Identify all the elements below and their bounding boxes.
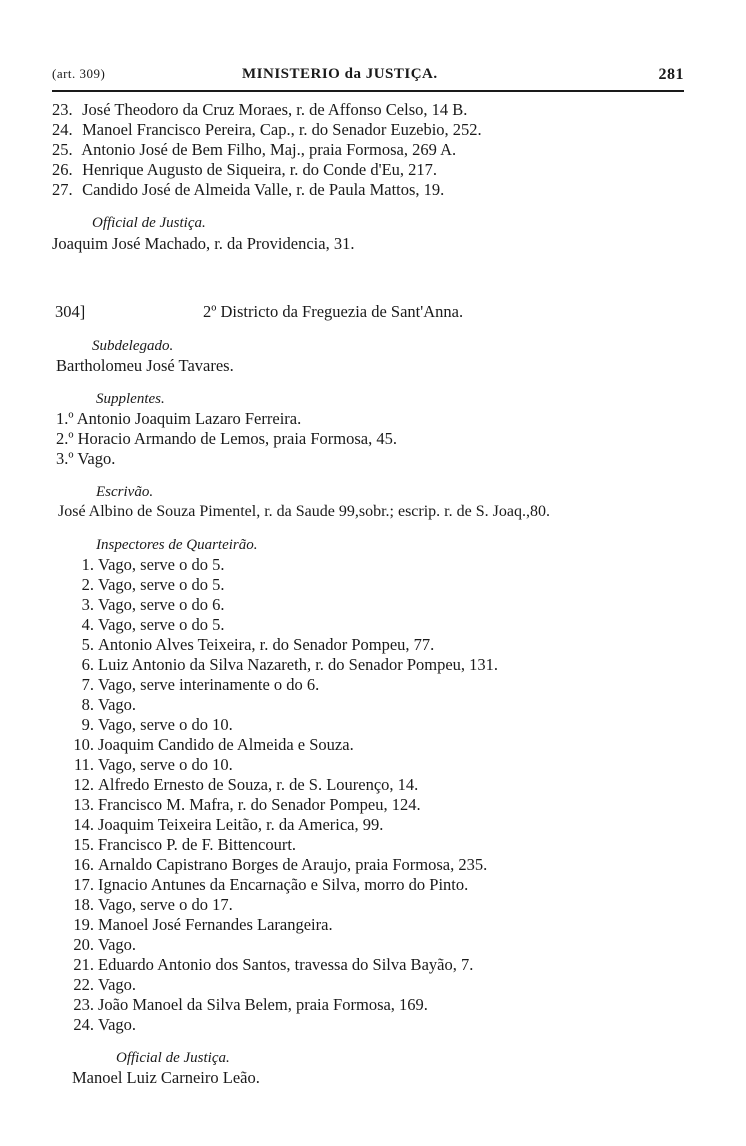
list-item: 3.º Vago.	[56, 449, 116, 468]
list-item: 21. Eduardo Antonio dos Santos, travessa do Silva Bayão, 7.	[73, 955, 474, 974]
list-item: 1. Vago, serve o do 5.	[81, 555, 225, 574]
escrivao-heading: Escrivão.	[96, 484, 154, 500]
list-item: 8. Vago.	[81, 695, 137, 714]
page-header	[52, 66, 684, 88]
list-item: 4. Vago, serve o do 5.	[81, 615, 225, 634]
list-item: 17. Ignacio Antunes da Encarnação e Silva, morro do Pinto.	[73, 875, 469, 894]
list-item: 14. Joaquim Teixeira Leitão, r. da America, 99.	[73, 815, 384, 834]
list-item: 24. Manoel Francisco Pereira, Cap., r. do Senador Euzebio, 252.	[52, 120, 482, 139]
list-item: 18. Vago, serve o do 17.	[73, 895, 233, 914]
page-number: 281	[658, 66, 684, 83]
list-item: 11. Vago, serve o do 10.	[73, 755, 233, 774]
list-item: 13. Francisco M. Mafra, r. do Senador Pompeu, 124.	[73, 795, 421, 814]
list-item: 20. Vago.	[73, 935, 137, 954]
list-item: 15. Francisco P. de F. Bittencourt.	[73, 835, 297, 854]
official-name: Joaquim José Machado, r. da Providencia, 31.	[52, 234, 355, 253]
subdelegado-name: Bartholomeu José Tavares.	[56, 356, 234, 375]
section-number: 304]	[55, 302, 86, 321]
supplentes-heading: Supplentes.	[96, 391, 165, 407]
list-item: 19. Manoel José Fernandes Larangeira.	[73, 915, 333, 934]
list-item: 24. Vago.	[73, 1015, 137, 1034]
list-item: 3. Vago, serve o do 6.	[81, 595, 225, 614]
official-heading: Official de Justiça.	[116, 1050, 230, 1066]
list-item: 26. Henrique Augusto de Siqueira, r. do Conde d'Eu, 217.	[52, 160, 438, 179]
list-item: 27. Candido José de Almeida Valle, r. de Paula Mattos, 19.	[52, 180, 445, 199]
list-item: 5. Antonio Alves Teixeira, r. do Senador Pompeu, 77.	[81, 635, 435, 654]
list-item: 7. Vago, serve interinamente o do 6.	[81, 675, 320, 694]
inspectores-heading: Inspectores de Quarteirão.	[96, 537, 258, 553]
list-item: 23. João Manoel da Silva Belem, praia Formosa, 169.	[73, 995, 428, 1014]
list-item: 12. Alfredo Ernesto de Souza, r. de S. Lourenço, 14.	[73, 775, 419, 794]
escrivao-name: José Albino de Souza Pimentel, r. da Saude 99,sobr.; escrip. r. de S. Joaq.,80.	[58, 503, 550, 520]
subdelegado-heading: Subdelegado.	[92, 338, 174, 354]
list-item: 6. Luiz Antonio da Silva Nazareth, r. do Senador Pompeu, 131.	[81, 655, 499, 674]
list-item: 25. Antonio José de Bem Filho, Maj., praia Formosa, 269 A.	[52, 140, 457, 159]
list-item: 16. Arnaldo Capistrano Borges de Araujo, praia Formosa, 235.	[73, 855, 488, 874]
list-item: 2.º Horacio Armando de Lemos, praia Formosa, 45.	[56, 429, 398, 448]
list-item: 9. Vago, serve o do 10.	[81, 715, 233, 734]
official-name: Manoel Luiz Carneiro Leão.	[72, 1068, 260, 1087]
list-item: 1.º Antonio Joaquim Lazaro Ferreira.	[56, 409, 302, 428]
header-title: MINISTERIO da JUSTIÇA.	[242, 66, 438, 82]
official-heading: Official de Justiça.	[92, 215, 206, 231]
list-item: 10. Joaquim Candido de Almeida e Souza.	[73, 735, 354, 754]
list-item: 22. Vago.	[73, 975, 137, 994]
section-title: 2º Districto da Freguezia de Sant'Anna.	[203, 302, 464, 321]
header-rule	[52, 90, 684, 92]
list-item: 23. José Theodoro da Cruz Moraes, r. de Affonso Celso, 14 B.	[52, 100, 468, 119]
list-item: 2. Vago, serve o do 5.	[81, 575, 225, 594]
header-article-ref: (art. 309)	[52, 66, 106, 81]
